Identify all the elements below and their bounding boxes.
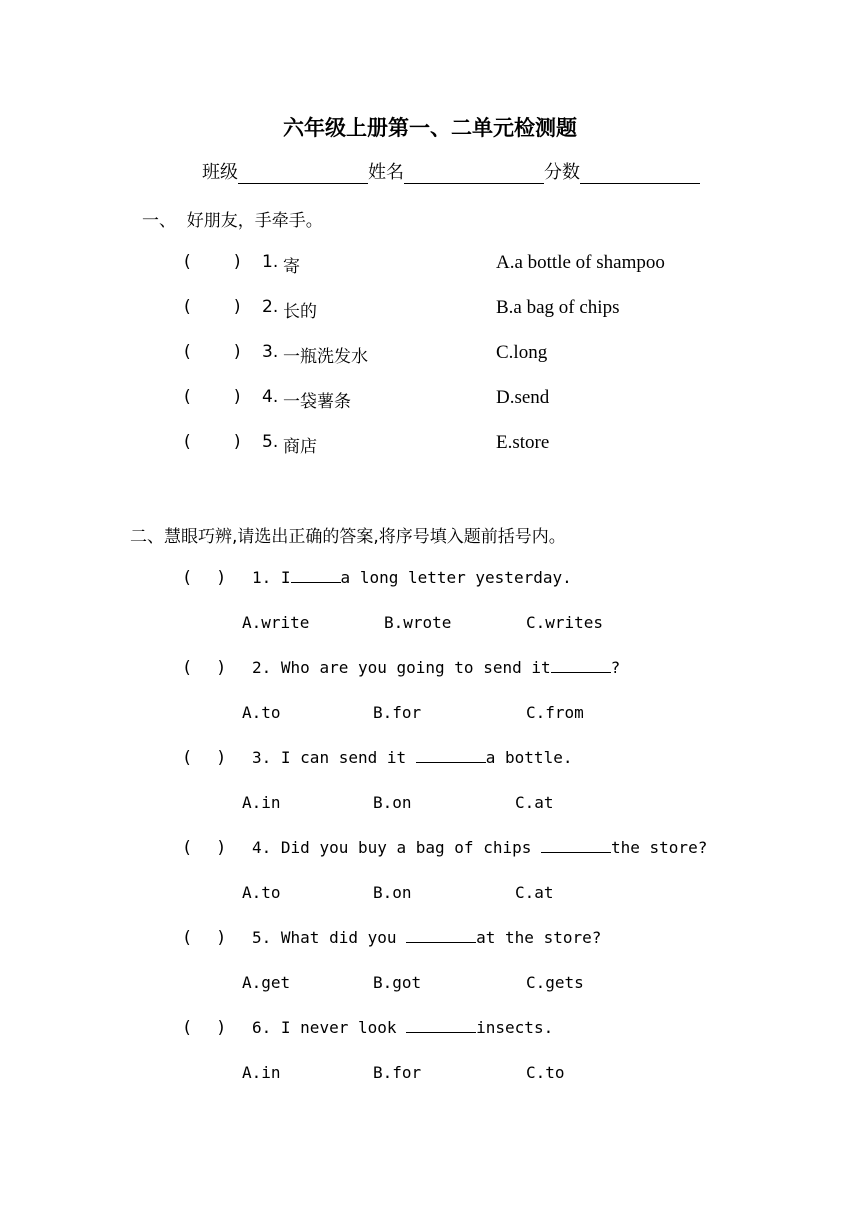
option-c: C.at xyxy=(515,883,554,902)
option-b: B.for xyxy=(373,1063,422,1082)
option-a: A.in xyxy=(242,1063,281,1082)
name-label: 姓名 xyxy=(368,162,404,183)
item-number: 1. xyxy=(262,252,279,272)
section2-heading: 二、慧眼巧辨,请选出正确的答案,将序号填入题前括号内。 xyxy=(130,527,566,547)
page-title: 六年级上册第一、二单元检测题 xyxy=(283,116,577,140)
option-c: C.gets xyxy=(526,973,584,992)
item-number: 4. xyxy=(262,387,279,407)
answer-blank[interactable] xyxy=(406,1018,476,1033)
option-b: B.on xyxy=(373,883,412,902)
score-blank[interactable] xyxy=(580,163,700,184)
item-chinese: 一袋薯条 xyxy=(283,392,351,412)
question-number: 1. xyxy=(252,568,272,587)
option-a: A.to xyxy=(242,883,281,902)
item-chinese: 商店 xyxy=(283,437,317,457)
answer-bracket[interactable]: ( ) xyxy=(184,568,225,588)
option-c: C.from xyxy=(526,703,584,722)
item-number: 3. xyxy=(262,342,279,362)
answer-bracket[interactable]: ( ) xyxy=(184,432,241,452)
question-number: 2. xyxy=(252,658,272,677)
item-english: E.store xyxy=(496,432,550,453)
answer-blank[interactable] xyxy=(551,658,611,673)
question-number: 3. xyxy=(252,748,272,767)
question-number: 4. xyxy=(252,838,272,857)
option-c: C.to xyxy=(526,1063,565,1082)
section1-heading: 一、 好朋友，手牵手。 xyxy=(142,211,323,231)
question-text: 6. I never look insects. xyxy=(252,1018,554,1037)
item-english: A.a bottle of shampoo xyxy=(496,252,665,273)
question-text: 3. I can send it a bottle. xyxy=(252,748,573,767)
option-b: B.on xyxy=(373,793,412,812)
option-a: A.write xyxy=(242,613,310,632)
answer-blank[interactable] xyxy=(406,928,476,943)
item-english: B.a bag of chips xyxy=(496,297,620,318)
answer-bracket[interactable]: ( ) xyxy=(184,928,225,948)
answer-bracket[interactable]: ( ) xyxy=(184,342,241,362)
answer-bracket[interactable]: ( ) xyxy=(184,838,225,858)
question-text: 5. What did you at the store? xyxy=(252,928,602,947)
option-b: B.wrote xyxy=(384,613,452,632)
question-number: 6. xyxy=(252,1018,272,1037)
class-label: 班级 xyxy=(202,162,238,183)
option-a: A.to xyxy=(242,703,281,722)
item-chinese: 长的 xyxy=(283,302,317,322)
student-info-line xyxy=(202,158,700,184)
question-text: 4. Did you buy a bag of chips the store? xyxy=(252,838,708,857)
answer-blank[interactable] xyxy=(416,748,486,763)
question-number: 5. xyxy=(252,928,272,947)
answer-bracket[interactable]: ( ) xyxy=(184,297,241,317)
option-a: A.in xyxy=(242,793,281,812)
item-number: 5. xyxy=(262,432,279,452)
option-b: B.for xyxy=(373,703,422,722)
answer-bracket[interactable]: ( ) xyxy=(184,387,241,407)
item-english: C.long xyxy=(496,342,548,363)
answer-bracket[interactable]: ( ) xyxy=(184,658,225,678)
item-number: 2. xyxy=(262,297,279,317)
name-blank[interactable] xyxy=(404,163,544,184)
answer-bracket[interactable]: ( ) xyxy=(184,252,241,272)
item-english: D.send xyxy=(496,387,550,408)
question-text: 1. I a long letter yesterday. xyxy=(252,568,572,587)
item-chinese: 寄 xyxy=(283,257,300,277)
option-a: A.get xyxy=(242,973,291,992)
score-label: 分数 xyxy=(544,162,580,183)
answer-bracket[interactable]: ( ) xyxy=(184,748,225,768)
answer-bracket[interactable]: ( ) xyxy=(184,1018,225,1038)
class-blank[interactable] xyxy=(238,163,368,184)
option-b: B.got xyxy=(373,973,422,992)
answer-blank[interactable] xyxy=(541,838,611,853)
option-c: C.at xyxy=(515,793,554,812)
answer-blank[interactable] xyxy=(291,568,341,583)
question-text: 2. Who are you going to send it ? xyxy=(252,658,621,677)
option-c: C.writes xyxy=(526,613,604,632)
item-chinese: 一瓶洗发水 xyxy=(283,347,368,367)
